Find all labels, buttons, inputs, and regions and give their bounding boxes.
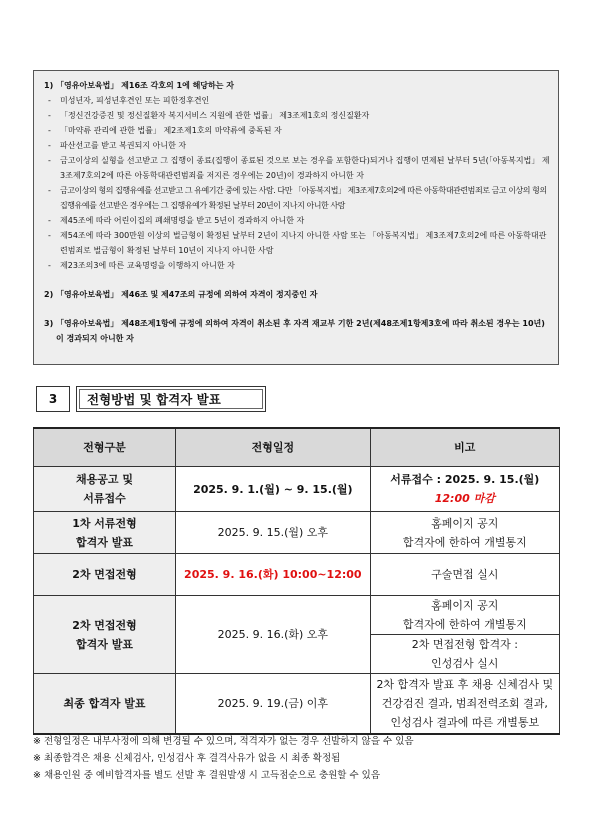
table-row <box>34 512 560 554</box>
note-text: 합격자에 한하여 개별통지 <box>402 535 527 549</box>
list-item: - 「정신건강증진 및 정신질환자 복지서비스 지원에 관한 법률」 제3조제1호의 정신질환자 <box>44 108 550 123</box>
stage-cell: 최종 합격자 발표 <box>34 674 176 734</box>
note-cell <box>370 467 559 512</box>
note-text: 홈페이지 공지 <box>431 599 499 612</box>
list-item: - 금고이상의 실형을 선고받고 그 집행이 종료(집행이 종료된 것으로 보는 경우를 포함한다)되거나 집행이 면제된 날부터 5년(「아동복지법」 제3조제7호의2에 따른 아동학대관련범죄를 저지른 경우에는 20년)이 경과하지 아니한 자 <box>44 153 550 183</box>
footnotes <box>33 733 414 784</box>
note-text: 합격자에 한하여 개별통지 <box>402 618 527 631</box>
date-cell: 2025. 9. 16.(화) 10:00~12:00 <box>176 554 371 596</box>
note-cell <box>370 596 559 635</box>
header-note: 비고 <box>370 428 559 467</box>
date-cell: 2025. 9. 19.(금) 이후 <box>176 674 371 734</box>
stage-label: 채용공고 및 <box>76 473 133 486</box>
note-text: 인성검사 결과에 따른 개별통보 <box>390 715 540 729</box>
list-item: - 미성년자, 피성년후견인 또는 피한정후견인 <box>44 93 550 108</box>
stage-label: 1차 서류전형 <box>72 516 137 530</box>
date-cell: 2025. 9. 1.(월) ~ 9. 15.(월) <box>176 467 371 512</box>
stage-label: 2차 면접전형 <box>72 618 137 632</box>
date-cell: 2025. 9. 15.(월) 오후 <box>176 512 371 554</box>
schedule-table <box>33 427 560 730</box>
stage-cell <box>34 596 176 674</box>
footnote: ※ 채용인원 중 예비합격자를 별도 선발 후 결원발생 시 고득점순으로 충원할 수 있음 <box>33 770 381 781</box>
note-cell <box>370 512 559 554</box>
disqualification-box <box>33 70 559 365</box>
stage-cell <box>34 467 176 512</box>
date-cell: 2025. 9. 16.(화) 오후 <box>176 596 371 674</box>
note-cell <box>370 635 559 674</box>
note-text: 건강검진 결과, 범죄전력조회 결과, <box>381 696 548 710</box>
list-item: - 파산선고를 받고 복권되지 아니한 자 <box>44 138 550 153</box>
note-text: 2차 합격자 발표 후 채용 신체검사 및 <box>376 677 554 691</box>
stage-cell <box>34 512 176 554</box>
footnote: ※ 전형일정은 내부사정에 의해 변경될 수 있으며, 적격자가 없는 경우 선발하지 않을 수 있음 <box>33 736 414 747</box>
stage-cell: 2차 면접전형 <box>34 554 176 596</box>
clause-2: 2) 「영유아보육법」 제46조 및 제47조의 규정에 의하여 자격이 정지중인 자 <box>44 290 318 299</box>
list-item: - 제23조의3에 따른 교육명령을 이행하지 아니한 자 <box>44 258 550 273</box>
note-cell <box>370 674 559 734</box>
section-title-text: 전형방법 및 합격자 발표 <box>87 392 221 407</box>
table-row <box>34 674 560 734</box>
table-header-row <box>34 428 560 467</box>
clause-1-header: 1) 「영유아보육법」 제16조 각호의 1에 해당하는 자 <box>44 81 235 90</box>
clause-1-list <box>44 93 550 273</box>
stage-label: 합격자 발표 <box>76 637 133 651</box>
note-text: 홈페이지 공지 <box>431 516 499 530</box>
stage-label: 서류접수 <box>83 492 126 505</box>
stage-label: 합격자 발표 <box>76 535 133 549</box>
header-stage: 전형구분 <box>34 428 176 467</box>
section-title <box>76 386 266 412</box>
list-item: - 「마약류 관리에 관한 법률」 제2조제1호의 마약류에 중독된 자 <box>44 123 550 138</box>
list-item: - 제54조에 따라 300만원 이상의 벌금형이 확정된 날부터 2년이 지나지 아니한 사람 또는 「아동복지법」 제3조제7호의2에 따른 아동학대관련범죄로 벌금형이 확정된 날부터 10년이 지나지 아니한 사람 <box>44 228 550 258</box>
list-item: - 금고이상의 형의 집행유예를 선고받고 그 유예기간 중에 있는 사람. 다만 「아동복지법」 제3조제7호의2에 따른 아동학대관련범죄로 금고 이상의 형의 집행유예를 선고받은 경우에는 그 집행유예가 확정된 날부터 20년이 지나지 아니한 사람 <box>44 183 550 213</box>
note-text: 2차 면접전형 합격자 : <box>411 638 518 651</box>
clause-3: 3) 「영유아보육법」 제48조제1항에 규정에 의하여 자격이 취소된 후 자격 재교부 기한 2년(제48조제1항제3호에 따라 취소된 경우는 10년)이 경과되지 아니한 자 <box>44 319 545 343</box>
header-schedule: 전형일정 <box>176 428 371 467</box>
list-item: - 제45조에 따라 어린이집의 폐쇄명령을 받고 5년이 경과하지 아니한 자 <box>44 213 550 228</box>
footnote: ※ 최종합격은 채용 신체검사, 인성검사 후 결격사유가 없을 시 최종 확정됨 <box>33 753 341 764</box>
section-number: 3 <box>36 386 70 412</box>
note-text: 서류접수 : 2025. 9. 15.(월) <box>390 473 540 486</box>
table-row <box>34 467 560 512</box>
table-row <box>34 596 560 635</box>
table-row <box>34 554 560 596</box>
deadline-text: 12:00 마감 <box>434 492 495 505</box>
note-text: 인성검사 실시 <box>431 657 499 670</box>
note-cell: 구술면접 실시 <box>370 554 559 596</box>
